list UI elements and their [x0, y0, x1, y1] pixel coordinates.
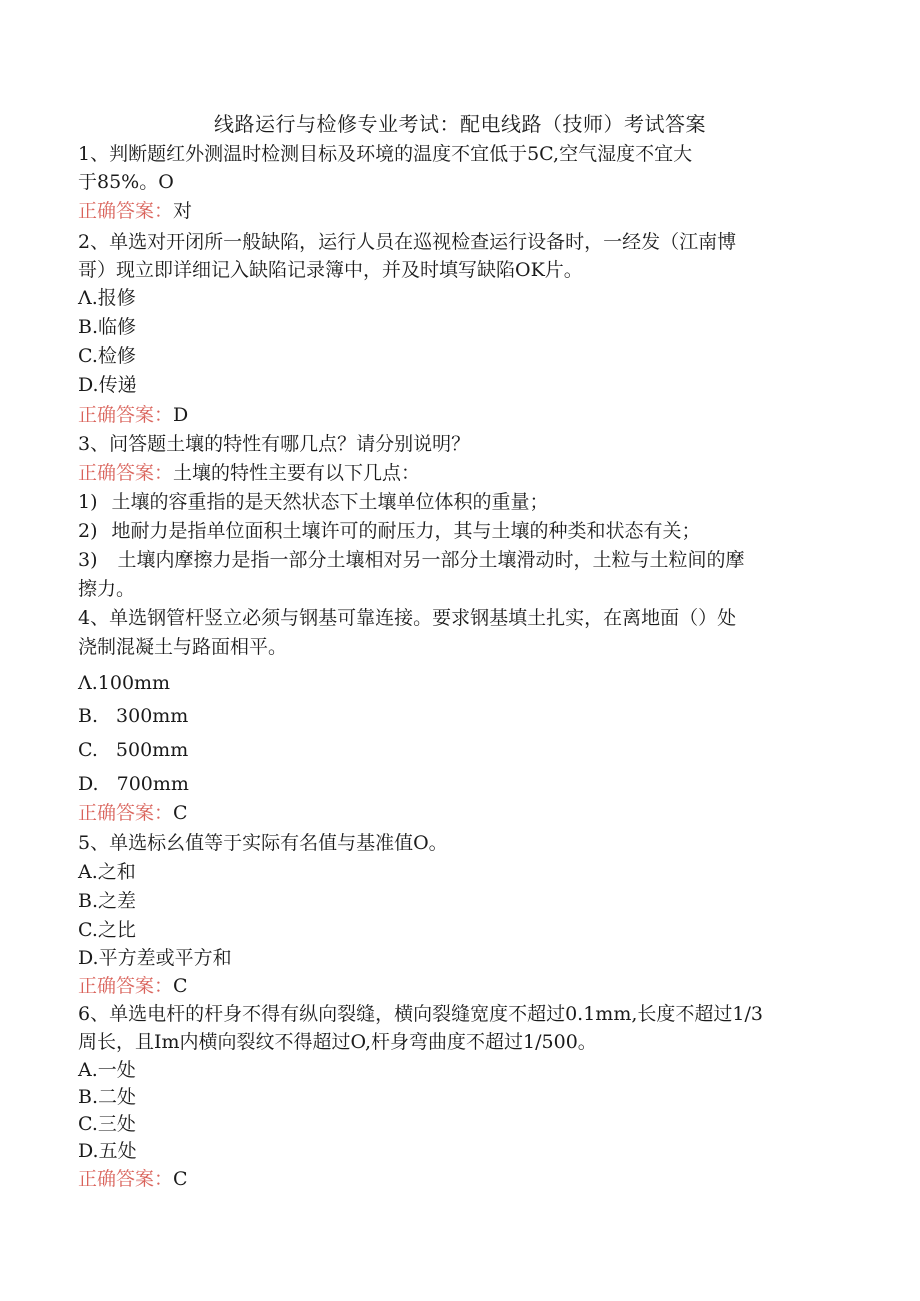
explanation-text: 土壤的容重指的是天然状态下土壤单位体积的重量；	[111, 491, 549, 513]
question-6-line-2: 周长，且Im内横向裂纹不得超过O,杆身弯曲度不超过1/500。	[78, 1031, 597, 1053]
question-1-answer	[78, 197, 192, 225]
explanation-number: 3)	[78, 549, 98, 571]
explanation-item-2	[78, 517, 701, 545]
question-3-line-1: 3、问答题土壤的特性有哪几点？请分别说明？	[78, 433, 471, 455]
question-2-option-b: B.临修	[78, 316, 137, 338]
question-4-option-a: Λ.100mm	[78, 672, 171, 694]
question-2-option-c: C.检修	[78, 345, 136, 367]
answer-label: 正确答案：	[78, 802, 174, 824]
question-5-option-b: B.之差	[78, 890, 137, 912]
question-4-option-c: C. 500mm	[78, 739, 189, 761]
answer-value: 对	[173, 200, 193, 222]
question-2-option-d: D.传递	[78, 374, 137, 396]
question-5-option-d: D.平方差或平方和	[78, 947, 232, 969]
answer-label: 正确答案：	[78, 200, 174, 222]
question-6-line-1: 6、单选电杆的杆身不得有纵向裂缝，横向裂缝宽度不超过0.1mm,长度不超过1/3	[78, 1003, 763, 1025]
explanation-item-3-continued: 擦力。	[78, 578, 136, 600]
question-1-line-1: 1、判断题红外测温时检测目标及环境的温度不宜低于5C,空气湿度不宜大	[78, 143, 693, 165]
question-6-option-c: C.三处	[78, 1113, 136, 1135]
question-6-answer	[78, 1165, 188, 1193]
question-5-line-1: 5、单选标幺值等于实际有名值与基准值O。	[78, 832, 448, 854]
question-5-option-a: A.之和	[78, 861, 136, 883]
question-6-option-b: B.二处	[78, 1086, 137, 1108]
answer-label: 正确答案：	[78, 404, 174, 426]
question-5-option-c: C.之比	[78, 919, 136, 941]
question-2-line-2: 哥）现立即详细记入缺陷记录簿中，并及时填写缺陷OK片。	[78, 259, 583, 281]
explanation-item-3	[78, 546, 745, 574]
question-2-option-a: Λ.报修	[78, 287, 136, 309]
answer-label: 正确答案：	[78, 975, 174, 997]
question-6-option-d: D.五处	[78, 1140, 137, 1162]
explanation-text: 土壤内摩擦力是指一部分土壤相对另一部分土壤滑动时，土粒与土粒间的摩	[117, 549, 745, 571]
answer-label: 正确答案：	[78, 462, 174, 484]
question-1-line-2: 于85%。O	[78, 171, 174, 193]
answer-value: C	[173, 1168, 188, 1190]
answer-value: C	[173, 975, 188, 997]
question-4-option-b: B. 300mm	[78, 705, 189, 727]
explanation-text: 地耐力是指单位面积土壤许可的耐压力，其与土壤的种类和状态有关；	[111, 520, 701, 542]
explanation-item-1	[78, 488, 549, 516]
page-title: 线路运行与检修专业考试：配电线路（技师）考试答案	[214, 112, 706, 136]
question-4-option-d: D. 700mm	[78, 773, 189, 795]
question-4-answer	[78, 799, 188, 827]
question-2-answer	[78, 401, 188, 429]
question-2-line-1: 2、单选对开闭所一般缺陷，运行人员在巡视检查运行设备时，一经发（江南博	[78, 231, 737, 253]
explanation-number: 1)	[78, 491, 98, 513]
question-3-answer	[78, 459, 420, 487]
answer-label: 正确答案：	[78, 1168, 174, 1190]
question-4-line-2: 浇制混凝土与路面相平。	[78, 636, 288, 658]
question-6-option-a: A.一处	[78, 1059, 136, 1081]
question-4-line-1: 4、单选钢管杆竖立必须与钢基可靠连接。要求钢基填土扎实，在离地面（）处	[78, 607, 737, 629]
answer-value: D	[173, 404, 189, 426]
answer-value: C	[173, 802, 188, 824]
explanation-number: 2)	[78, 520, 98, 542]
answer-value: 土壤的特性主要有以下几点：	[173, 462, 421, 484]
question-5-answer	[78, 972, 188, 1000]
